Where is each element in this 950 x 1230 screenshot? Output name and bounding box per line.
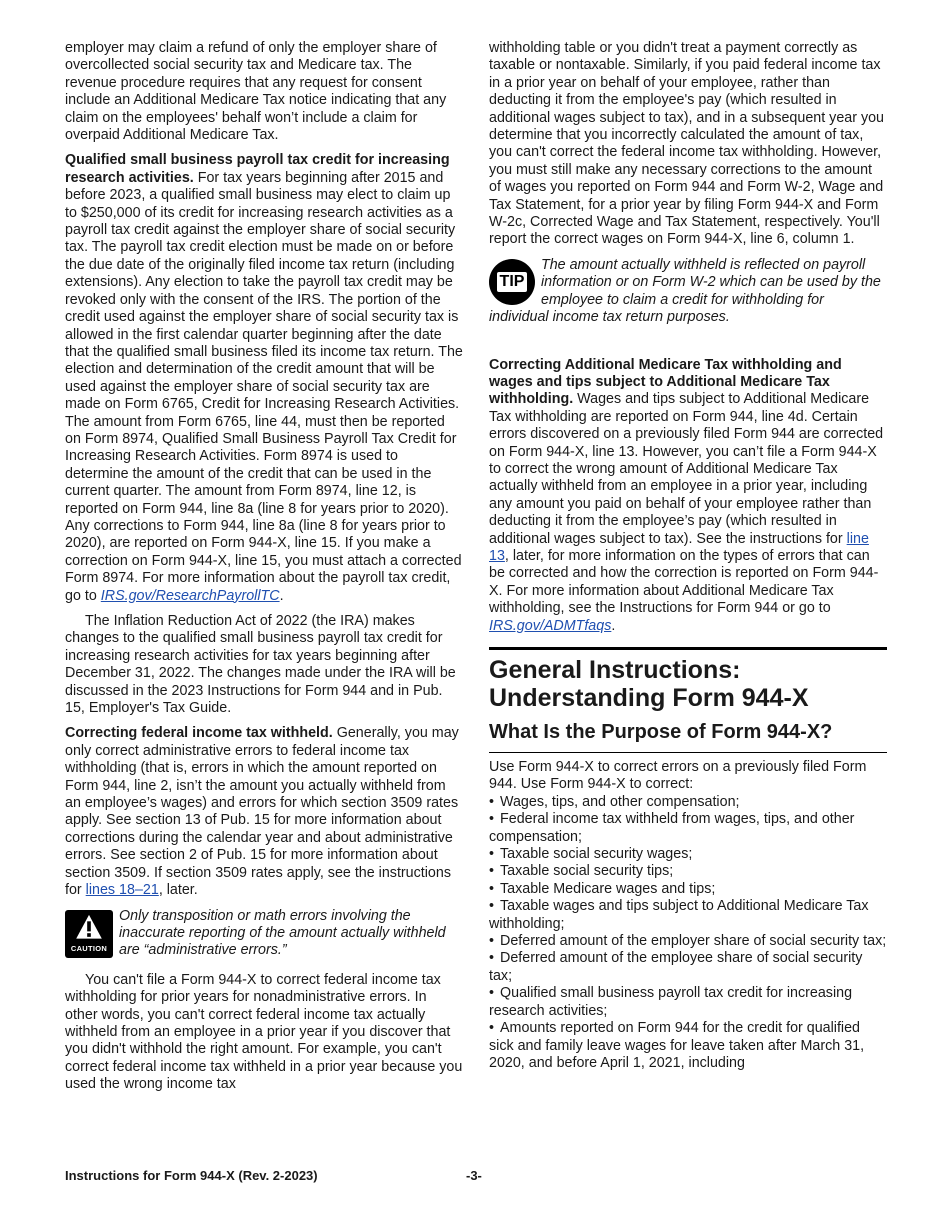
run-in-heading-correcting-fitw: Correcting federal income tax withheld. (65, 725, 333, 742)
paragraph-withholding-table: withholding table or you didn't treat a payment correctly as taxable or nontaxable. Similarly, if you paid federal income tax in a prior year on behalf of your employee, rather than deducting it from the employee's pay (which resulted in additional wages subject to tax), and in a subsequent year you determine that you incorrectly calculated the amount of tax, you can't correct the federal income tax withholding. However, you must still make any necessary corrections to the amount of wages you reported on Form 944 and Form W-2, Wage and Tax Statement, for a prior year by filing Form 944-X and Form W-2c, Corrected Wage and Tax Statement, respectively. You'll report the correct wages on Form 944-X, line 6, column 1. (489, 40, 885, 248)
tip-note (489, 257, 887, 327)
tip-text: The amount actually withheld is reflected on payroll information or on Form W-2 which can be used by the employee to claim a credit for withholding for individual income tax return purposes. (489, 256, 881, 326)
link-lines-18-21[interactable]: lines 18–21 (85, 882, 159, 899)
run-in-heading-research-credit: Qualified small business payroll tax credit for increasing research activities. (65, 152, 450, 186)
paragraph-additional-medicare (489, 357, 887, 636)
list-item: • Amounts reported on Form 944 for the credit for qualified sick and family leave wages for leave taken after March 31, 2020, and before April 1, 2021, including (489, 1020, 887, 1072)
tip-icon (489, 259, 535, 305)
paragraph-nonadministrative-errors: You can't file a Form 944-X to correct federal income tax withholding for prior years for nonadministrative errors. In other words, you can't correct federal income tax actually withheld from an employee in a prior year if you discover that you didn't withhold the right amount. For example, you can't correct federal income tax withheld in a prior year because you used the wrong income tax (65, 971, 463, 1093)
list-item: • Qualified small business payroll tax credit for increasing research activities; (489, 985, 887, 1020)
paragraph-research-credit: Qualified small business payroll tax credit for increasing research activities. For tax years beginning after 2015 and before 2023, a qualified small business may elect to claim up to $250,000 of its credit for increasing research activities as a payroll tax credit against the employer share of social security tax. The payroll tax credit election must be made on or before the due date of the originally filed income tax return (including extensions). Any election to take the payroll tax credit may be revoked only with the consent of the IRS. The portion of the credit used against the employer share of social security tax is allowed in the first calendar quarter beginning after the date that the qualified small business filed its income tax return. The election and determination of the credit amount that will be used against the employer share of social security tax are made on Form 6765, Credit for Increasing Research Activities. The amount from Form 6765, line 44, must then be reported on Form 8974, Qualified Small Business Payroll Tax Credit for Increasing Research Activities. Form 8974 is used to determine the amount of the credit that can be used in the current quarter. The amount from Form 8974, line 12, is reported on Form 944, line 8a (line 8 for years prior to 2020). Any corrections to Form 944, line 8a (line 8 for years prior to 2020), are reported on Form 944-X, line 15. If you make a correction on Form 944-X, line 15, you must attach a corrected Form 8974. For more information about the payroll tax credit, go to IRS.gov/ResearchPayrollTC. (65, 152, 463, 604)
link-research-payroll-tc[interactable]: IRS.gov/ResearchPayrollTC (100, 587, 280, 604)
right-column (489, 40, 887, 1072)
list-item: • Deferred amount of the employer share of social security tax; (489, 933, 887, 950)
paragraph-purpose-intro: Use Form 944-X to correct errors on a previously filed Form 944. Use Form 944-X to correct: (489, 759, 867, 793)
additional-medicare-end: . (611, 617, 616, 634)
left-column (65, 40, 463, 1102)
subsection-heading-purpose: What Is the Purpose of Form 944-X? (489, 720, 887, 753)
list-item: • Wages, tips, and other compensation; (489, 794, 887, 811)
caution-note (65, 908, 463, 960)
list-item: • Federal income tax withheld from wages, tips, and other compensation; (489, 811, 887, 846)
paragraph-refund-claim: employer may claim a refund of only the employer share of overcollected social security tax and Medicare tax. The revenue procedure requires that any request for consent include an Additional Medicare Tax notice indicating that any claim on the employees' behalf won’t include a claim for overpaid Additional Medicare Tax. (65, 40, 447, 144)
list-item: • Taxable Medicare wages and tips; (489, 881, 887, 898)
footer-form-title: Instructions for Form 944-X (Rev. 2-2023) (65, 1168, 318, 1183)
additional-medicare-body: Wages and tips subject to Additional Medicare Tax withholding are reported on Form 944, line 4d. Certain errors discovered on a previously filed Form 944 are corrected on Form 944-X, line 13. However, you can’t file a Form 944-X to correct the wrong amount of Additional Medicare Tax actually withheld from an employee in a prior year, including any amount you paid on behalf of your employee rather than deducting it from the employee’s pay (which resulted in additional wages subject to tax). See the instructions for (489, 391, 884, 547)
research-credit-body: For tax years beginning after 2015 and before 2023, a qualified small business may elect to claim up to $250,000 of its credit for increasing research activities as a payroll tax credit against the employer share of social security tax. The payroll tax credit election must be made on or before the due date of the originally filed income tax return (including extensions). Any election to take the payroll tax credit may be revoked only with the consent of the IRS. The portion of the credit used against the employer share of social security tax is allowed in the first calendar quarter beginning after the date that the qualified small business filed its income tax return. The election and determination of the credit amount that will be used against the employer share of social security tax are made on Form 6765, Credit for Increasing Research Activities. The amount from Form 6765, line 44, must then be reported on Form 8974, Qualified Small Business Payroll Tax Credit for Increasing Research Activities. Form 8974 is used to determine the amount of the credit that can be used in the current quarter. The amount from Form 8974, line 12, is reported on Form 944, line 8a (line 8 for years prior to 2020). Any corrections to Form 944, line 8a (line 8 for years prior to 2020), are reported on Form 944-X, line 15. If you make a correction on Form 944-X, line 15, you must attach a corrected Form 8974. For more information about the payroll tax credit, go to (65, 169, 463, 604)
list-item: • Deferred amount of the employee share of social security tax; (489, 950, 887, 985)
list-item: • Taxable social security wages; (489, 846, 887, 863)
paragraph-correcting-fitw (65, 725, 463, 899)
list-item: • Taxable social security tips; (489, 863, 887, 880)
correcting-fitw-body: Generally, you may only correct administrative errors to federal income tax withholding (that is, errors in which the amount reported on Form 944, line 2, isn’t the amount you actually withheld from an employee’s wages) and errors for which section 3509 rates apply. See section 13 of Pub. 15 for more information about corrections during the calendar year and about administrative errors. See section 2 of Pub. 15 for more information about section 3509. If section 3509 rates apply, see the instructions for (65, 725, 459, 899)
section-rule (489, 647, 887, 650)
link-admt-faqs[interactable]: IRS.gov/ADMTfaqs (489, 617, 612, 634)
purpose-bullet-list (489, 794, 887, 1073)
run-in-heading-additional-medicare: Correcting Additional Medicare Tax withholding and wages and tips subject to Additional Medicare Tax withholding. (489, 356, 842, 408)
list-item: • Taxable wages and tips subject to Additional Medicare Tax withholding; (489, 898, 887, 933)
correcting-fitw-tail: , later. (158, 882, 198, 899)
additional-medicare-tail: , later, for more information on the types of errors that can be corrected and how the correction is reported on Form 944-X. For more information about Additional Medicare Tax withholding, see the Instructions for Form 944 or go to (489, 547, 879, 617)
caution-text: Only transposition or math errors involving the inaccurate reporting of the amount actually withheld are “administrative errors.” (119, 907, 446, 959)
paragraph-inflation-reduction-act: The Inflation Reduction Act of 2022 (the IRA) makes changes to the qualified small business payroll tax credit for increasing research activities for tax years beginning after December 31, 2022. The changes made under the IRA will be discussed in the 2023 Instructions for Form 944 and in Pub. 15, Employer's Tax Guide. (65, 613, 456, 717)
tip-label: TIP (497, 272, 528, 291)
link-line-13[interactable]: line 13 (489, 530, 869, 564)
footer-page-number: -3- (466, 1168, 482, 1183)
caution-label: CAUTION (70, 944, 108, 954)
section-heading-general-instructions: General Instructions: Understanding Form 944-X (489, 656, 809, 712)
caution-icon (65, 910, 113, 958)
